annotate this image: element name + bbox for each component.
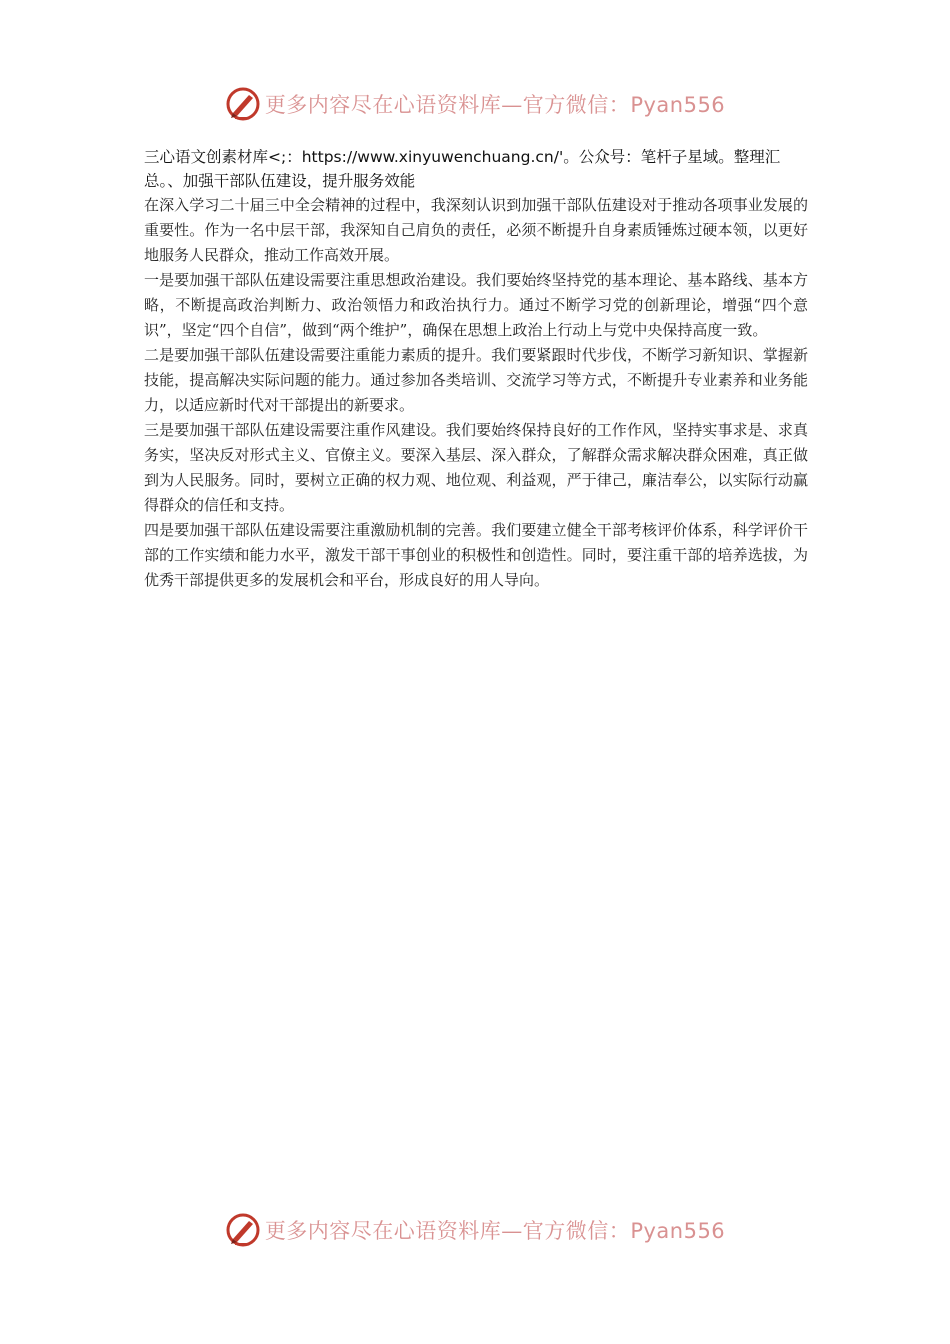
paragraph-point-2: 二是要加强干部队伍建设需要注重能力素质的提升。我们要紧跟时代步伐，不断学习新知识、掌握新技能，提高解决实际问题的能力。通过参加各类培训、交流学习等方式，不断提升专业素养和业务能力，以适应新时代对干部提出的新要求。 [144, 346, 808, 414]
paragraph-point-4: 四是要加强干部队伍建设需要注重激励机制的完善。我们要建立健全干部考核评价体系，科学评价干部的工作实绩和能力水平，激发干部干事创业的积极性和创造性。同时，要注重干部的培养选拔，为优秀干部提供更多的发展机会和平台，形成良好的用人导向。 [144, 521, 808, 589]
document-headline: 三心语文创素材库<;：https://www.xinyuwenchuang.cn/'。公众号：笔杆子星域。整理汇总。、加强干部队伍建设，提升服务效能 [144, 148, 781, 190]
pen-logo-icon [225, 86, 261, 122]
banner-text: 更多内容尽在心语资料库—官方微信：Pyan556 [264, 1219, 726, 1243]
banner-text: 更多内容尽在心语资料库—官方微信：Pyan556 [264, 93, 726, 117]
wechat-id: Pyan556 [630, 93, 726, 117]
pen-logo-icon [225, 1212, 261, 1248]
document-body [144, 145, 808, 593]
paragraph-point-3: 三是要加强干部队伍建设需要注重作风建设。我们要始终保持良好的工作作风，坚持实事求是、求真务实，坚决反对形式主义、官僚主义。要深入基层、深入群众，了解群众需求解决群众困难，真正做到为人民服务。同时，要树立正确的权力观、地位观、利益观，严于律己，廉洁奉公，以实际行动赢得群众的信任和支持。 [144, 421, 808, 514]
wechat-id: Pyan556 [630, 1219, 726, 1243]
paragraph-intro: 在深入学习二十届三中全会精神的过程中，我深刻认识到加强干部队伍建设对于推动各项事业发展的重要性。作为一名中层干部，我深知自己肩负的责任，必须不断提升自身素质锤炼过硬本领，以更好地服务人民群众，推动工作高效开展。 [144, 196, 808, 264]
footer-banner [0, 1210, 950, 1250]
header-banner [0, 84, 950, 124]
paragraph-point-1: 一是要加强干部队伍建设需要注重思想政治建设。我们要始终坚持党的基本理论、基本路线、基本方略，不断提高政治判断力、政治领悟力和政治执行力。通过不断学习党的创新理论，增强“四个意识”，坚定“四个自信”，做到“两个维护”，确保在思想上政治上行动上与党中央保持高度一致。 [144, 271, 808, 339]
